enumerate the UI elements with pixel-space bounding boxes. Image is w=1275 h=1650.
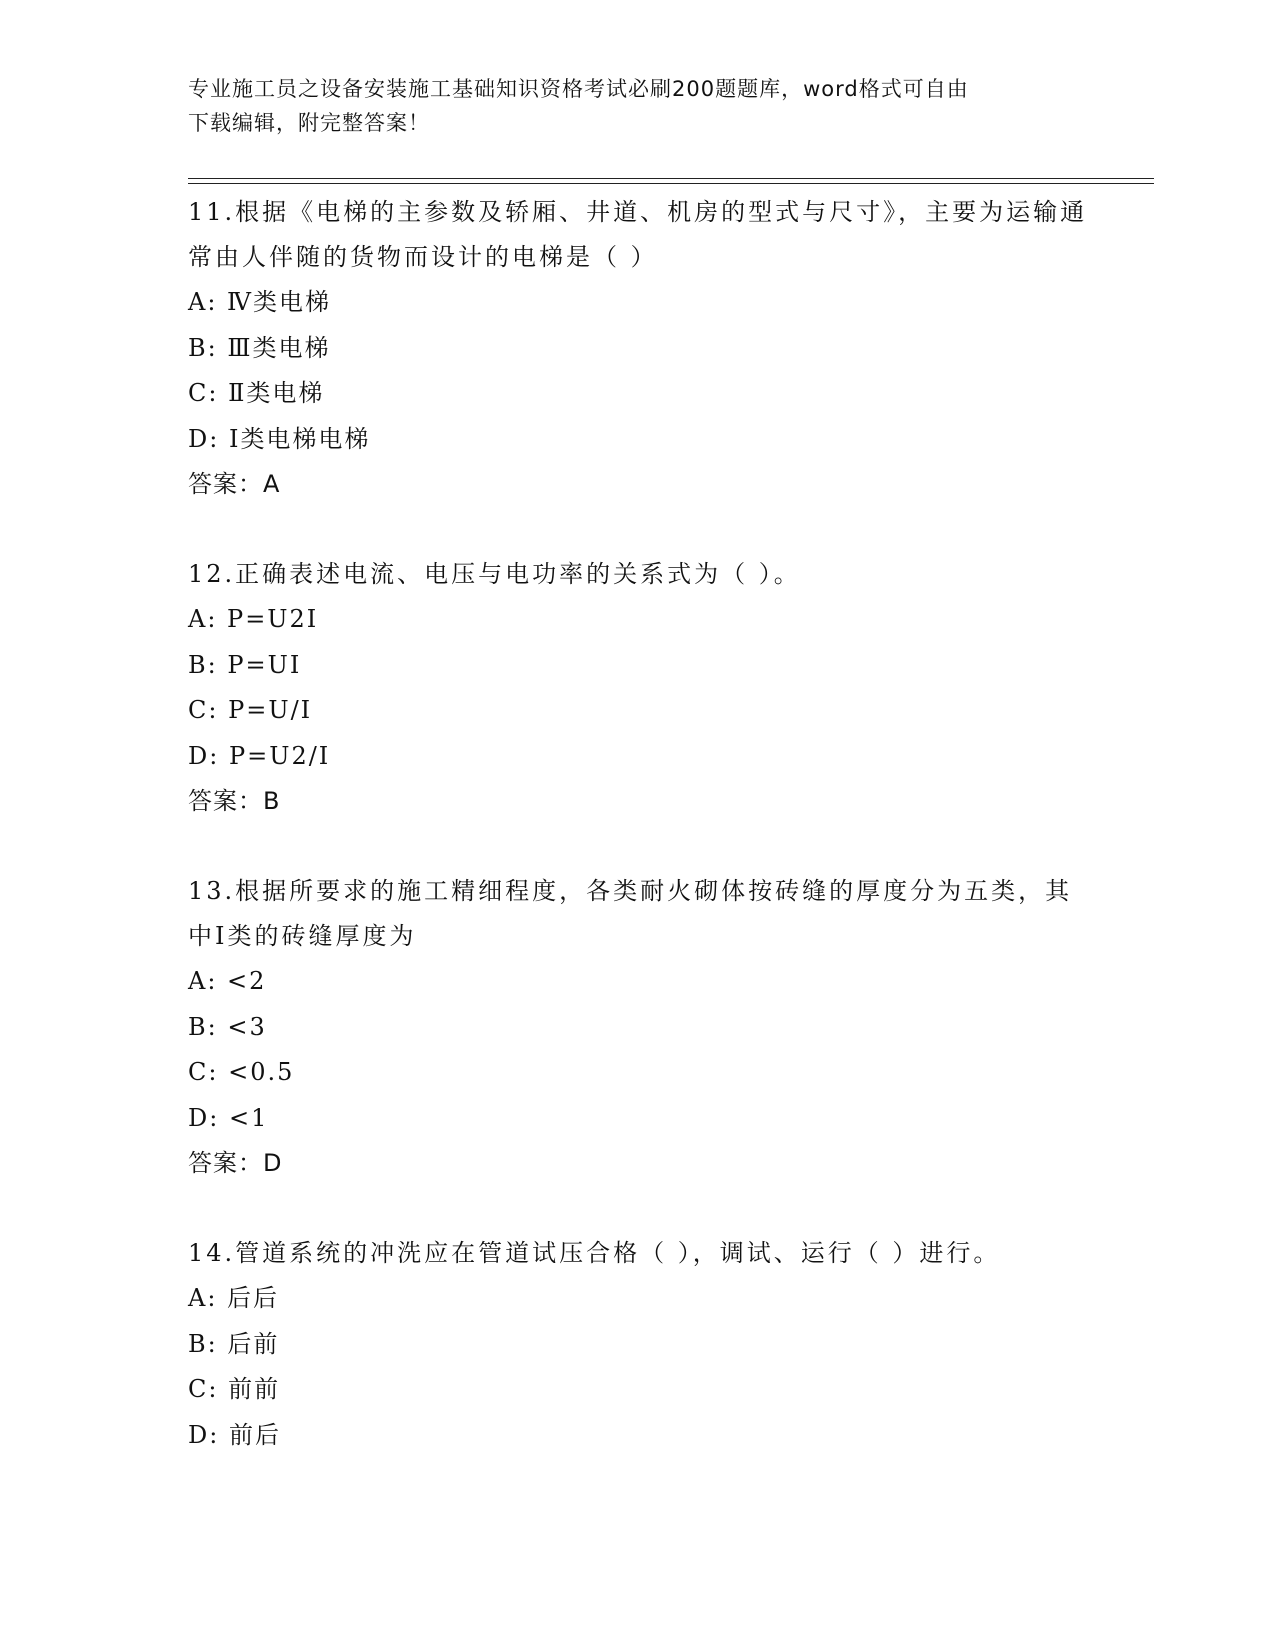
question-list bbox=[188, 190, 1088, 1503]
option-d: D: P=U2/I bbox=[188, 741, 331, 770]
option-a: A: Ⅳ类电梯 bbox=[188, 288, 332, 316]
option-d: D: 前后 bbox=[188, 1420, 281, 1449]
option-b: B: Ⅲ类电梯 bbox=[188, 333, 331, 362]
option-d: D: Ⅰ类电梯电梯 bbox=[188, 424, 371, 453]
question-stem: 11.根据《电梯的主参数及轿厢、井道、机房的型式与尺寸》，主要为运输通常由人伴随的货物而设计的电梯是（ ） bbox=[188, 198, 1088, 271]
question-stem: 12.正确表述电流、电压与电功率的关系式为（ ）。 bbox=[188, 560, 801, 588]
option-a: A: P=U2I bbox=[188, 605, 319, 633]
answer-line: 答案：B bbox=[188, 787, 281, 815]
question-stem: 14.管道系统的冲洗应在管道试压合格（ ），调试、运行（ ）进行。 bbox=[188, 1239, 1001, 1267]
header-divider bbox=[188, 178, 1154, 179]
header-divider bbox=[188, 183, 1154, 184]
question-item bbox=[188, 869, 1088, 1186]
option-c: C: P=U/I bbox=[188, 696, 313, 724]
answer-line: 答案：D bbox=[188, 1149, 283, 1177]
option-b: B: P=UI bbox=[188, 650, 302, 679]
question-item bbox=[188, 1231, 1088, 1458]
option-c: C: <0.5 bbox=[188, 1058, 295, 1086]
option-a: A: 后后 bbox=[188, 1284, 280, 1312]
header-line: 下载编辑，附完整答案！ bbox=[188, 111, 430, 135]
option-a: A: <2 bbox=[188, 967, 267, 995]
question-item bbox=[188, 190, 1088, 507]
document-header bbox=[188, 72, 1088, 140]
option-b: B: <3 bbox=[188, 1012, 267, 1041]
question-stem: 13.根据所要求的施工精细程度，各类耐火砌体按砖缝的厚度分为五类，其中Ⅰ类的砖缝厚度为 bbox=[188, 877, 1073, 950]
question-item bbox=[188, 552, 1088, 824]
option-c: C: Ⅱ类电梯 bbox=[188, 379, 325, 407]
header-line: 专业施工员之设备安装施工基础知识资格考试必刷200题题库，word格式可自由 bbox=[188, 77, 969, 101]
option-d: D: <1 bbox=[188, 1103, 269, 1132]
answer-line: 答案：A bbox=[188, 470, 281, 498]
option-c: C: 前前 bbox=[188, 1375, 281, 1403]
option-b: B: 后前 bbox=[188, 1329, 280, 1358]
